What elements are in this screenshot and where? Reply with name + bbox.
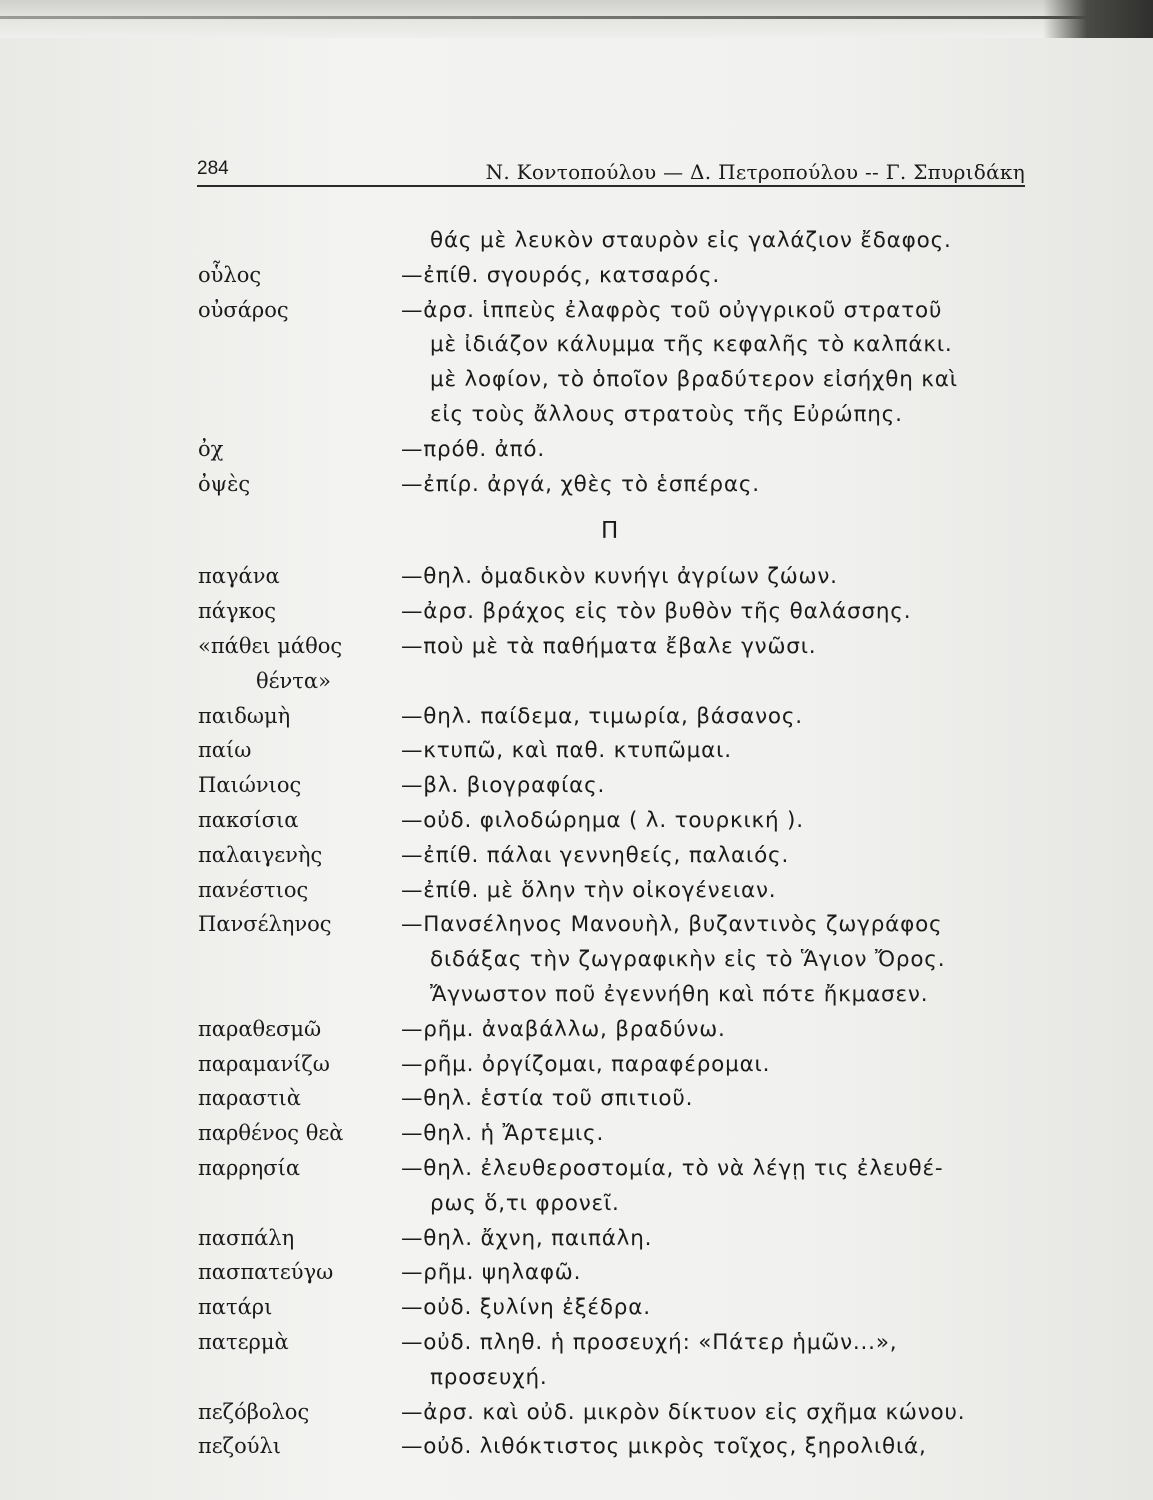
entry-headword: παίω	[198, 738, 252, 763]
entry-definition: μὲ ἰδιάζον κάλυμμα τῆς κεφαλῆς τὸ καλπάκι.	[430, 332, 953, 358]
entry-definition: —ρῆμ. ψηλαφῶ.	[401, 1260, 582, 1286]
glossary-entry	[198, 773, 1038, 808]
entry-headword: πεζούλι	[198, 1434, 282, 1459]
glossary-entry	[198, 1052, 1038, 1087]
entry-definition: —θηλ. παίδεμα, τιμωρία, βάσανος.	[401, 703, 803, 729]
glossary-entry	[198, 738, 1038, 773]
glossary-entry	[198, 1330, 1038, 1365]
glossary-entry	[198, 1400, 1038, 1435]
glossary-entry-continuation	[198, 402, 1038, 437]
glossary-entry	[198, 1086, 1038, 1121]
glossary-entry	[198, 1121, 1038, 1156]
entry-headword: πάγκος	[198, 599, 277, 624]
entry-headword: οὗλος	[198, 262, 262, 287]
entry-headword: παγάνα	[198, 564, 280, 589]
entry-definition: —ρῆμ. ἀναβάλλω, βραδύνω.	[401, 1016, 726, 1042]
entry-headword: παρθένος θεὰ	[198, 1121, 344, 1146]
entry-definition: ρως ὅ,τι φρονεῖ.	[430, 1190, 620, 1216]
entry-definition: —οὐδ. λιθόκτιστος μικρὸς τοῖχος, ξηρολιθιά,	[401, 1434, 927, 1460]
entry-definition: —ποὺ μὲ τὰ παθήματα ἔβαλε γνῶσι.	[401, 633, 817, 659]
glossary-entry-continuation	[198, 982, 1038, 1017]
entry-headword: Πανσέληνος	[198, 912, 332, 937]
glossary-entry	[198, 1017, 1038, 1052]
glossary-entry-continuation	[198, 332, 1038, 367]
entry-definition: —οὐδ. φιλοδώρημα ( λ. τουρκική ).	[401, 807, 804, 833]
glossary-entry	[198, 437, 1038, 472]
glossary-entry	[198, 912, 1038, 947]
glossary-entry	[198, 843, 1038, 878]
scan-top-edge	[0, 0, 1153, 38]
entry-headword: οὐσάρος	[198, 297, 289, 322]
glossary-entry	[198, 599, 1038, 634]
entry-headword: πατάρι	[198, 1295, 273, 1320]
entry-definition: διδάξας τὴν ζωγραφικὴν εἰς τὸ Ἅγιον Ὄρος.	[430, 947, 946, 973]
glossary-entry	[198, 228, 1038, 263]
entry-definition: —ρῆμ. ὀργίζομαι, παραφέρομαι.	[401, 1051, 771, 1077]
entry-definition: —ἀρσ. καὶ οὐδ. μικρὸν δίκτυον εἰς σχῆμα κώνου.	[401, 1399, 966, 1425]
header-rule	[197, 185, 1025, 187]
entry-headword: παλαιγενὴς	[198, 842, 323, 867]
glossary-entry-continuation	[198, 367, 1038, 402]
entry-definition: —ἐπίθ. σγουρός, κατσαρός.	[401, 262, 721, 288]
entry-definition: εἰς τοὺς ἄλλους στρατοὺς τῆς Εὐρώπης.	[430, 401, 903, 427]
entry-definition: —ἀρσ. ἱππεὺς ἐλαφρὸς τοῦ οὐγγρικοῦ στρατοῦ	[401, 297, 943, 323]
section-letter: Π	[601, 518, 619, 545]
entry-headword: ὀχ	[198, 436, 224, 461]
entry-definition: —θηλ. ὁμαδικὸν κυνήγι ἀγρίων ζώων.	[401, 564, 838, 590]
page-number: 284	[197, 158, 229, 179]
page-header	[197, 158, 1025, 190]
entry-headword: παραθεσμῶ	[198, 1016, 322, 1041]
glossary-entry	[198, 472, 1038, 507]
section-divider	[198, 506, 1038, 564]
entry-headword: ὀψὲς	[198, 471, 251, 496]
entry-headword: παρρησία	[198, 1155, 301, 1180]
entry-definition: —βλ. βιογραφίας.	[401, 773, 606, 799]
entry-definition: —πρόθ. ἀπό.	[401, 436, 545, 462]
scan-corner-shadow	[1043, 0, 1153, 38]
entry-headword: θέντα»	[256, 668, 331, 693]
entry-definition: θάς μὲ λευκὸν σταυρὸν εἰς γαλάζιον ἔδαφος.	[430, 228, 952, 253]
entry-definition: προσευχή.	[430, 1364, 548, 1390]
glossary-entry	[198, 564, 1038, 599]
glossary-entry	[198, 1295, 1038, 1330]
glossary-entry	[198, 1260, 1038, 1295]
entry-headword: πασπατεύγω	[198, 1260, 334, 1285]
glossary-entry-continuation	[198, 1365, 1038, 1400]
entries-before-section	[198, 228, 1038, 506]
glossary-entry	[198, 634, 1038, 669]
entry-definition: Ἄγνωστον ποῦ ἐγεννήθη καὶ πότε ἤκμασεν.	[430, 981, 929, 1007]
entry-headword: πατερμὰ	[198, 1329, 289, 1354]
entry-headword: πανέστιος	[198, 877, 309, 902]
glossary-entry	[198, 1434, 1038, 1469]
entry-definition: —θηλ. ἐλευθεροστομία, τὸ νὰ λέγῃ τις ἐλευθέ-	[401, 1155, 944, 1181]
entries-after-section	[198, 564, 1038, 1469]
running-head: Ν. Κοντοπούλου — Δ. Πετροπούλου -- Γ. Σπυριδάκη	[485, 160, 1025, 184]
entry-definition: —ἀρσ. βράχος εἰς τὸν βυθὸν τῆς θαλάσσης.	[401, 599, 912, 625]
entry-headword: «πάθει μάθος	[198, 633, 343, 658]
entry-definition: —ἐπίθ. μὲ ὅλην τὴν οἰκογένειαν.	[401, 877, 777, 903]
glossary-entry	[198, 808, 1038, 843]
glossary-entry	[198, 878, 1038, 913]
glossary-entry	[198, 263, 1038, 298]
entry-headword: πασπάλη	[198, 1225, 295, 1250]
glossary-entry-continuation	[198, 947, 1038, 982]
entry-definition: —θηλ. ἑστία τοῦ σπιτιοῦ.	[401, 1086, 694, 1112]
entry-headword: παιδωμὴ	[198, 703, 291, 728]
entry-headword: παραστιὰ	[198, 1086, 301, 1111]
entry-headword: πακσίσια	[198, 807, 299, 832]
entry-definition: —ἐπίθ. πάλαι γεννηθείς, παλαιός.	[401, 842, 790, 868]
entry-headword: παραμανίζω	[198, 1051, 330, 1076]
entry-definition: —οὐδ. ξυλίνη ἐξέδρα.	[401, 1295, 651, 1321]
glossary-entry	[198, 1156, 1038, 1191]
entry-definition: —κτυπῶ, καὶ παθ. κτυπῶμαι.	[401, 738, 732, 764]
entry-definition: μὲ λοφίον, τὸ ὁποῖον βραδύτερον εἰσήχθη καὶ	[430, 367, 958, 393]
entry-definition: —Πανσέληνος Μανουὴλ, βυζαντινὸς ζωγράφος	[401, 912, 943, 938]
entry-definition: —θηλ. ἡ Ἄρτεμις.	[401, 1121, 605, 1147]
glossary-entry-continuation	[198, 1191, 1038, 1226]
entry-headword: Παιώνιος	[198, 773, 302, 798]
glossary-entries	[198, 228, 1038, 1469]
entry-definition: —ἐπίρ. ἀργά, χθὲς τὸ ἑσπέρας.	[401, 471, 760, 497]
entry-headword: πεζόβολος	[198, 1399, 310, 1424]
glossary-entry	[198, 669, 1038, 704]
glossary-entry	[198, 1226, 1038, 1261]
glossary-entry	[198, 704, 1038, 739]
entry-definition: —θηλ. ἄχνη, παιπάλη.	[401, 1225, 653, 1251]
entry-definition: —οὐδ. πληθ. ἡ προσευχή: «Πάτερ ἡμῶν...»,	[401, 1329, 898, 1355]
glossary-entry	[198, 298, 1038, 333]
scan-edge-line	[0, 16, 1153, 19]
